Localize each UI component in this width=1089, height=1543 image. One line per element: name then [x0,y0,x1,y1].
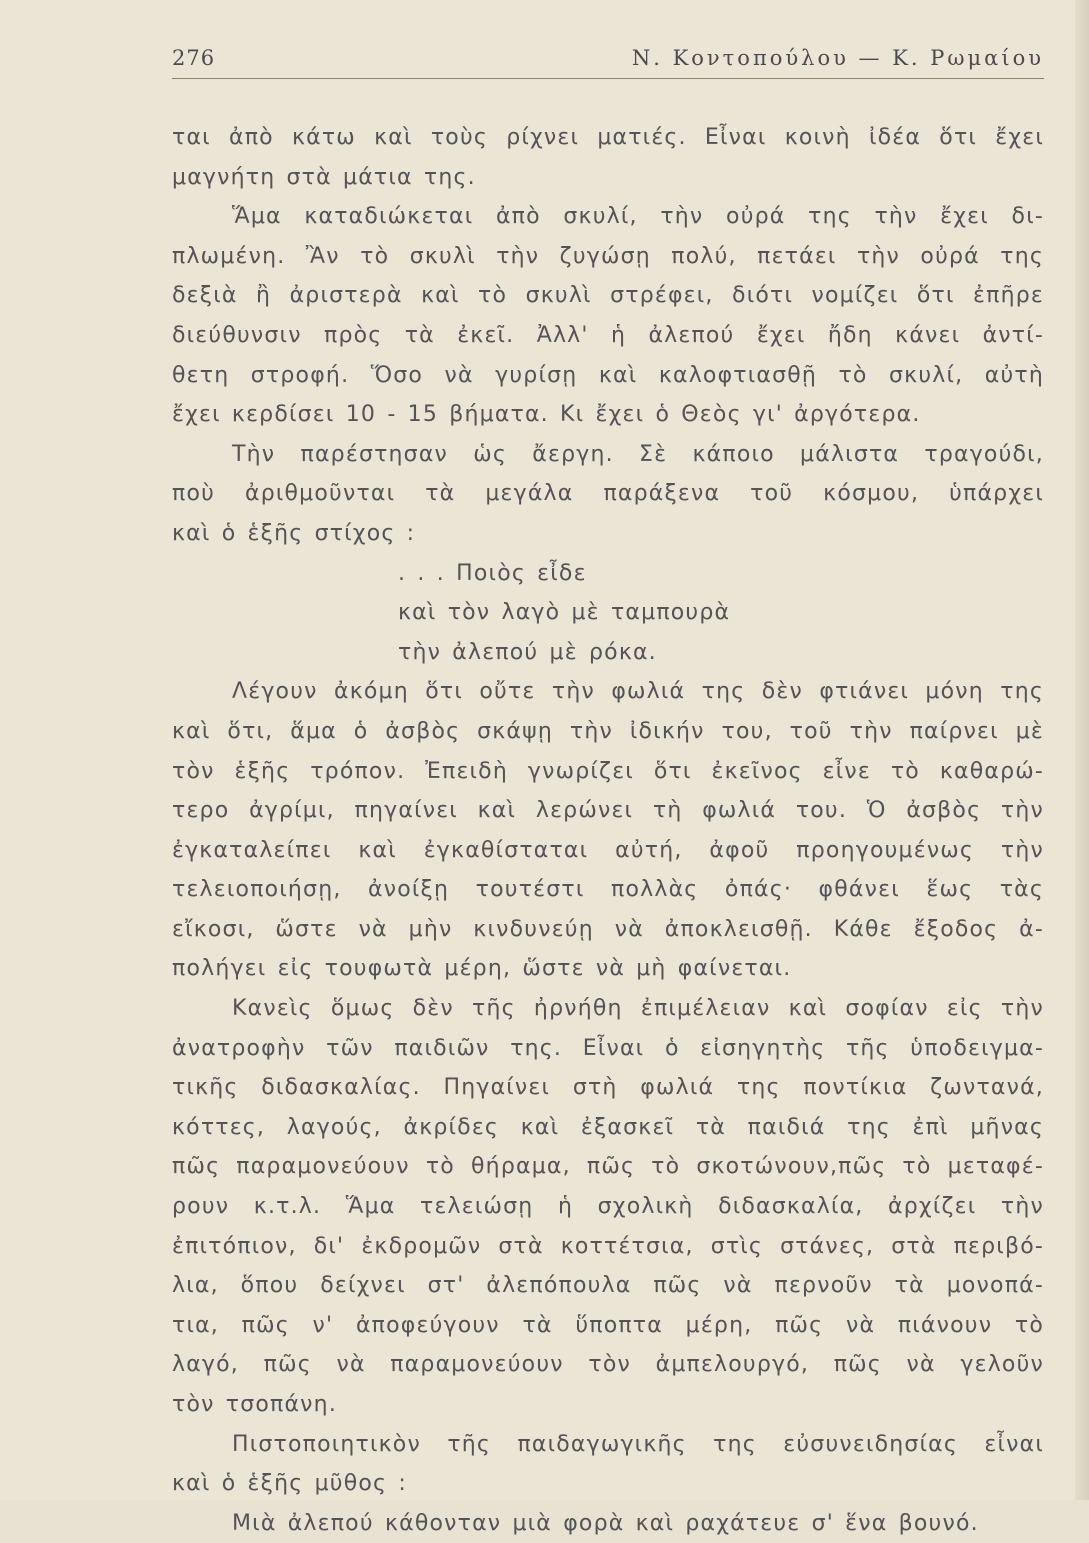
text-line: πῶς παραμονεύουν τὸ θήραμα, πῶς τὸ σκοτώνουν,πῶς τὸ μεταφέ- [172,1154,1044,1180]
running-head: Ν. Κοντοπούλου — Κ. Ρωμαίου [631,46,1044,70]
verse-line: . . . Ποιὸς εἶδε [398,560,587,586]
paragraph-start-line: Κανεὶς ὅμως δὲν τῆς ἠρνήθη ἐπιμέλειαν καὶ σοφίαν εἰς τὴν [232,996,1044,1022]
paragraph-start-line: Τὴν παρέστησαν ὡς ἄεργη. Σὲ κάποιο μάλιστα τραγούδι, [232,441,1044,467]
text-line: τια, πῶς ν' ἀποφεύγουν τὰ ὕποπτα μέρη, πῶς νὰ πιάνουν τὸ [172,1312,1044,1338]
text-line: ἔχει κερδίσει 10 - 15 βήματα. Κι ἔχει ὁ Θεὸς γι' ἀργότερα. [172,402,921,428]
text-line: ται ἀπὸ κάτω καὶ τοὺς ρίχνει ματιές. Εἶναι κοινὴ ἰδέα ὅτι ἔχει [172,125,1044,150]
text-line: τερο ἀγρίμι, πηγαίνει καὶ λερώνει τὴ φωλιά του. Ὁ ἀσβὸς τὴν [172,798,1044,824]
text-line: διεύθυνσιν πρὸς τὰ ἐκεῖ. Ἀλλ' ἡ ἀλεπού ἔχει ἤδη κάνει ἀντί- [172,322,1044,348]
text-line: λια, ὅπου δείχνει στ' ἀλεπόπουλα πῶς νὰ περνοῦν τὰ μονοπά- [172,1273,1044,1299]
paragraph-start-line: Πιστοποιητικὸν τῆς παιδαγωγικῆς της εὐσυνειδησίας εἶναι [232,1431,1044,1457]
text-line: λαγό, πῶς νὰ παραμονεύουν τὸν ἀμπελουργό, πῶς νὰ γελοῦν [172,1352,1044,1378]
text-line: ἀνατροφὴν τῶν παιδιῶν της. Εἶναι ὁ εἰσηγητὴς τῆς ὑποδειγμα- [172,1035,1044,1061]
paragraph-start-line: Ἅμα καταδιώκεται ἀπὸ σκυλί, τὴν οὐρά της τὴν ἔχει δι- [232,204,1044,230]
text-line: τικῆς διδασκαλίας. Πηγαίνει στὴ φωλιά της ποντίκια ζωντανά, [172,1075,1044,1101]
text-line: ἐπιτόπιον, δι' ἐκδρομῶν στὰ κοττέτσια, στὶς στάνες, στὰ περιβό- [172,1233,1044,1259]
text-line: τὸν τσοπάνη. [172,1392,338,1417]
text-line: ρουν κ.τ.λ. Ἅμα τελειώσῃ ἡ σχολικὴ διδασκαλία, ἀρχίζει τὴν [172,1194,1044,1220]
text-line: μαγνήτη στὰ μάτια της. [172,164,476,190]
paragraph-start-line: Μιὰ ἀλεπού κάθονταν μιὰ φορὰ καὶ ραχάτευε σ' ἕνα βουνό. [232,1510,979,1536]
text-line: καὶ ὁ ἑξῆς μῦθος : [172,1471,407,1497]
page-header [172,44,1044,79]
verse-line: τὴν ἀλεπού μὲ ρόκα. [398,639,657,665]
text-line: εἴκοσι, ὥστε νὰ μὴν κινδυνεύῃ νὰ ἀποκλεισθῇ. Κάθε ἔξοδος ἀ- [172,916,1044,942]
text-line: τὸν ἑξῆς τρόπον. Ἐπειδὴ γνωρίζει ὅτι ἐκεῖνος εἶνε τὸ καθαρώ- [172,758,1044,784]
paragraph-start-line: Λέγουν ἀκόμη ὅτι οὔτε τὴν φωλιά της δὲν φτιάνει μόνη της [232,679,1044,705]
text-line: θετη στροφή. Ὅσο νὰ γυρίσῃ καὶ καλοφτιασθῇ τὸ σκυλί, αὐτὴ [172,362,1044,388]
text-line: ἐγκαταλείπει καὶ ἐγκαθίσταται αὐτή, ἀφοῦ προηγουμένως τὴν [172,837,1044,863]
page-number: 276 [172,46,216,70]
text-line: πλωμένη. Ἂν τὸ σκυλὶ τὴν ζυγώσῃ πολύ, πετάει τὴν οὐρά της [172,243,1044,269]
body-text [172,118,1044,1543]
text-line: δεξιὰ ἢ ἀριστερὰ καὶ τὸ σκυλὶ στρέφει, διότι νομίζει ὅτι ἐπῆρε [172,283,1044,309]
text-line: ποὺ ἀριθμοῦνται τὰ μεγάλα παράξενα τοῦ κόσμου, ὑπάρχει [172,481,1044,507]
text-line: καὶ ὅτι, ἅμα ὁ ἀσβὸς σκάψῃ τὴν ἰδικήν του, τοῦ τὴν παίρνει μὲ [172,718,1044,744]
page-edge [1075,0,1089,1500]
text-line: πολήγει εἰς τουφωτὰ μέρη, ὥστε νὰ μὴ φαίνεται. [172,956,792,982]
text-line: καὶ ὁ ἑξῆς στίχος : [172,520,416,546]
text-line: τελειοποιήσῃ, ἀνοίξῃ τουτέστι πολλὰς ὀπάς· φθάνει ἕως τὰς [172,877,1044,903]
text-line: κόττες, λαγούς, ἀκρίδες καὶ ἐξασκεῖ τὰ παιδιά της ἐπὶ μῆνας [172,1114,1044,1140]
verse-line: καὶ τὸν λαγὸ μὲ ταμπουρὰ [398,600,731,626]
